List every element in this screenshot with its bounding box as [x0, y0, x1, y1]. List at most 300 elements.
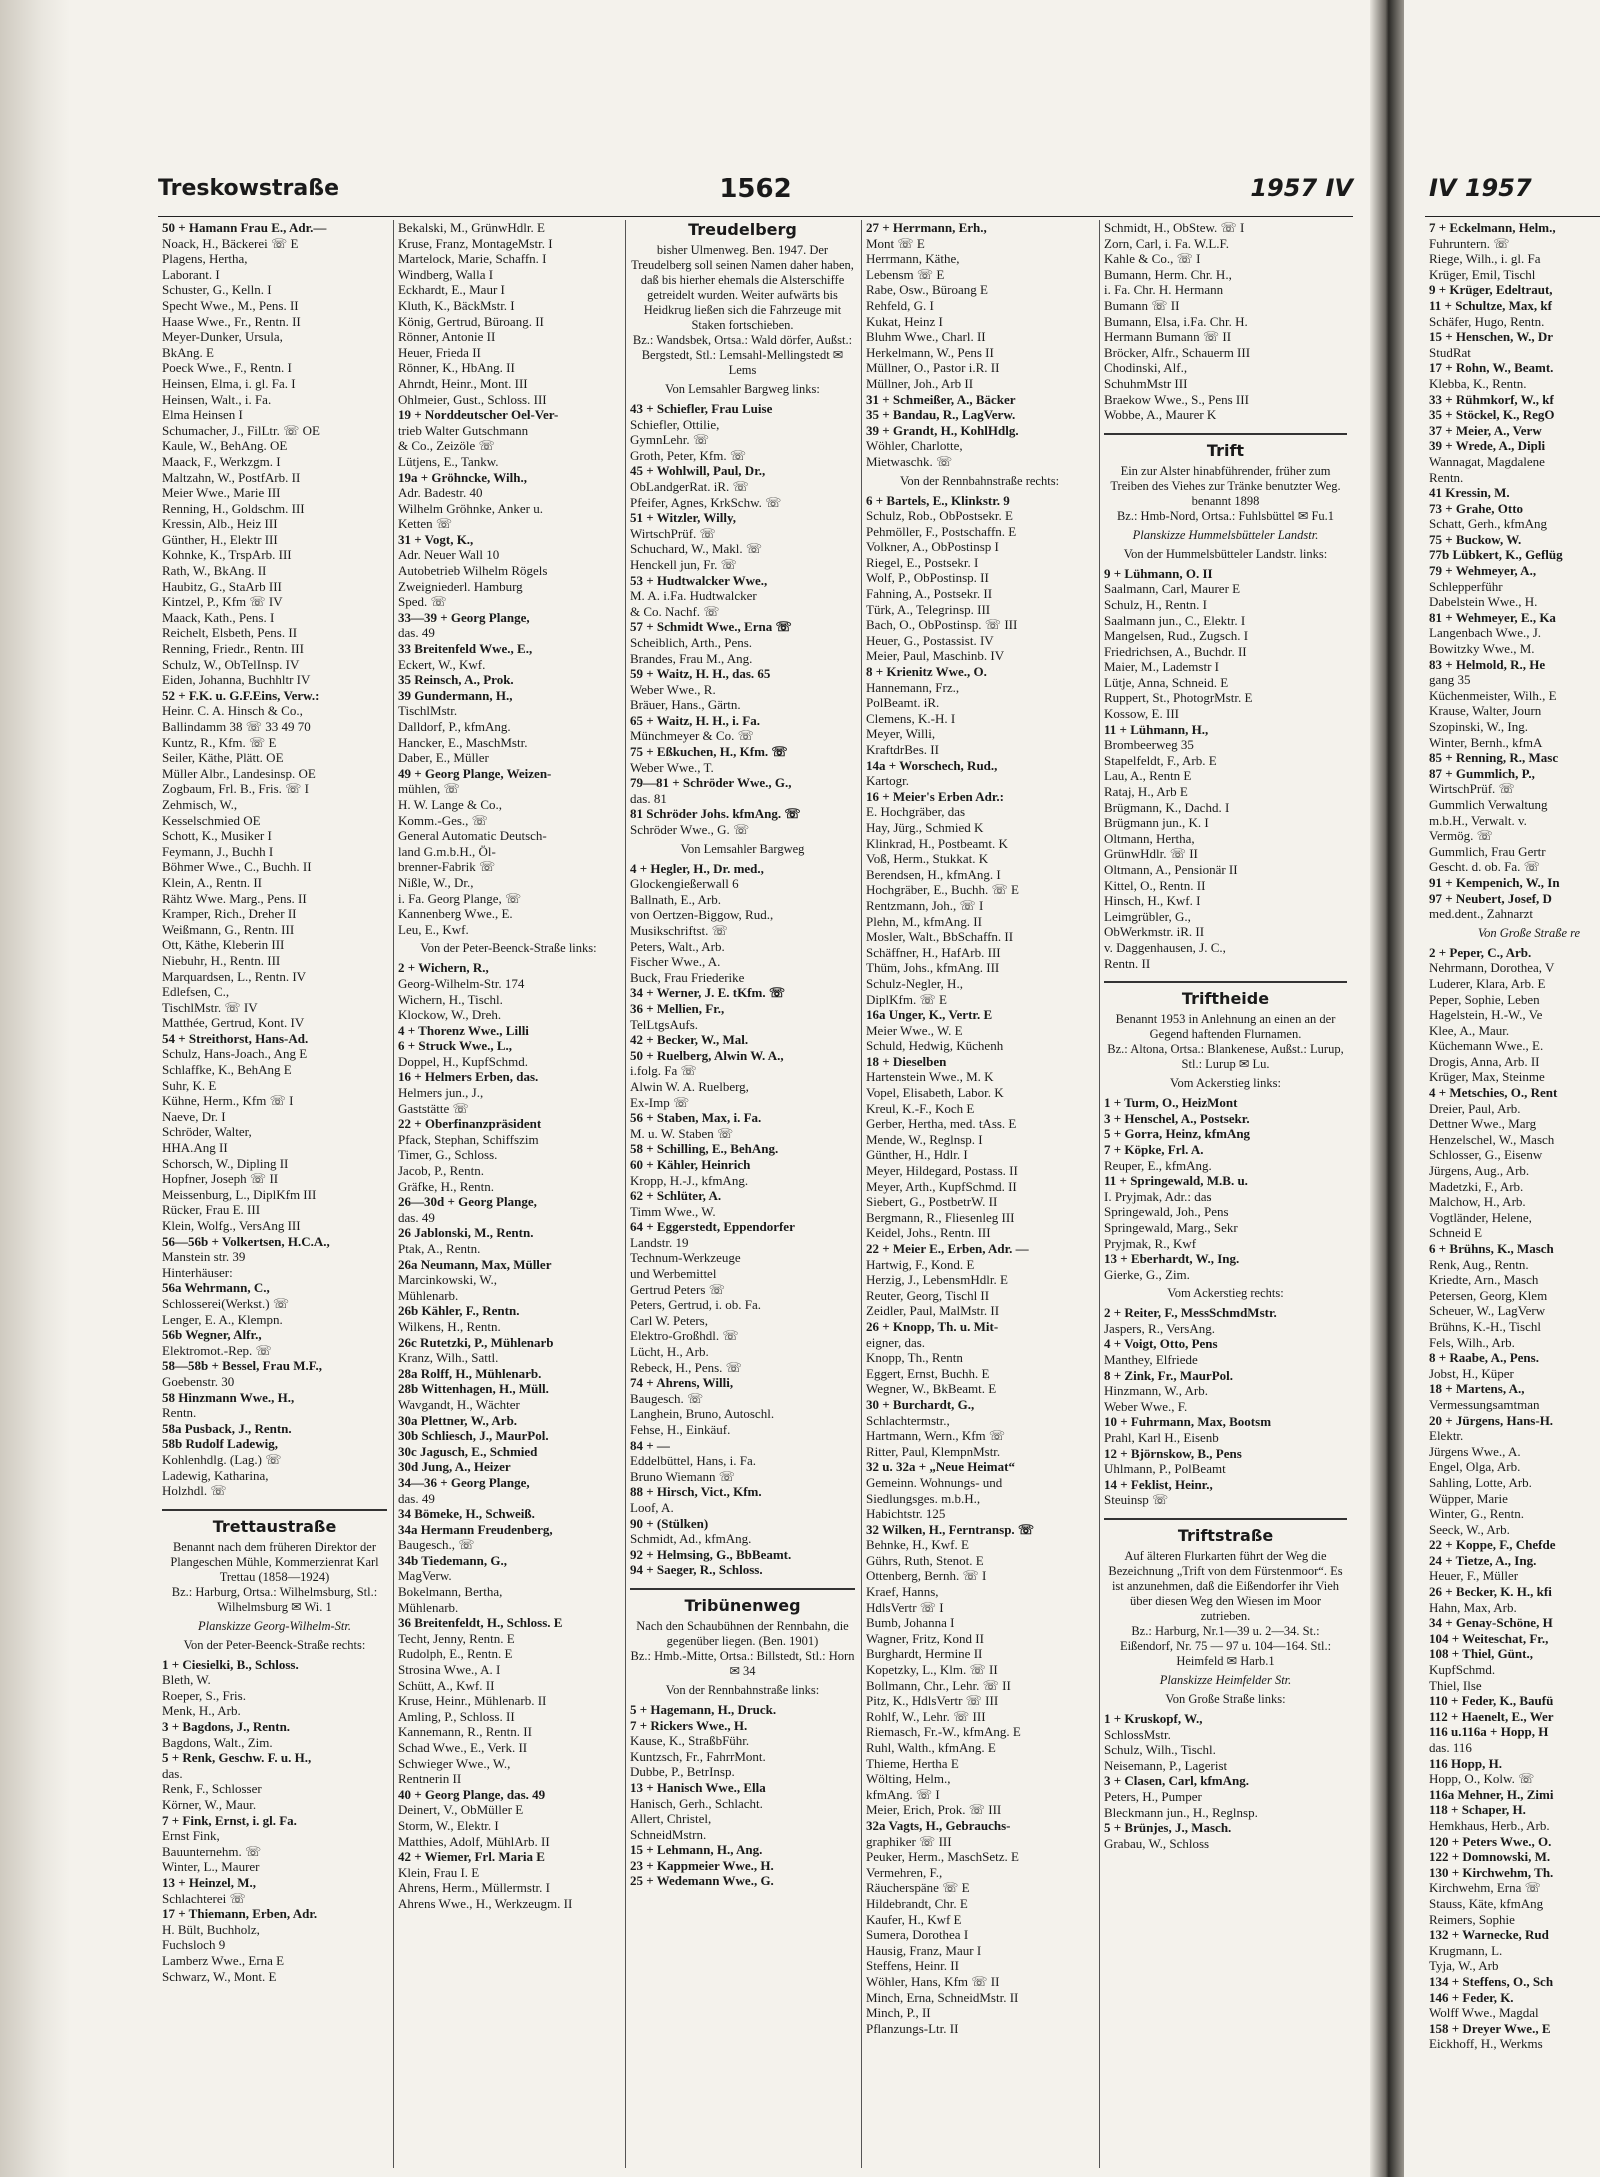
street-note: Benannt nach dem früheren Direktor der Plangeschen Mühle, Kommerzienrat Karl Trettau (1858—1924)	[170, 1539, 379, 1584]
entry-line: 75 + Buckow, W.	[1429, 531, 1522, 547]
entry-line: Heinsen, Walt., i. Fa.	[162, 391, 272, 407]
entry-line: Sumera, Dorothea I	[866, 1927, 969, 1943]
entry-line: 45 + Wohlwill, Paul, Dr.,	[630, 463, 766, 479]
entry-line: 11 + Lühmann, H.,	[1104, 721, 1209, 737]
entry-line: 26 + Becker, K. H., kfi	[1429, 1584, 1552, 1600]
entry-line: Mosler, Walt., BbSchaffn. II	[866, 929, 1014, 945]
entry-line: Krugmann, L.	[1429, 1942, 1503, 1958]
entry-line: Langhein, Bruno, Autoschl.	[630, 1406, 775, 1422]
entry-line: Müller Albr., Landesinsp. OE	[162, 765, 316, 781]
entry-line: 53 + Hudtwalcker Wwe.,	[630, 572, 768, 588]
entry-line: Wannagat, Magdalene	[1429, 453, 1545, 469]
entry-line: Wegner, W., BkBeamt. E	[866, 1381, 997, 1397]
entry-line: 17 + Thiemann, Erben, Adr.	[162, 1906, 318, 1922]
entry-line: Kirchwehm, Erna ☏	[1429, 1880, 1541, 1896]
entry-line: 8 + Zink, Fr., MaurPol.	[1104, 1367, 1233, 1383]
entry-line: Meyer, Willi,	[866, 726, 936, 742]
direction-label: Von Große Straße re	[1477, 925, 1581, 940]
entry-line: Rebeck, H., Pens. ☏	[630, 1359, 742, 1375]
entry-line: Hochgräber, E., Buchh. ☏ E	[866, 882, 1019, 898]
entry-line: Türk, A., Telegrinsp. III	[866, 601, 991, 617]
entry-line: Kriedte, Arn., Masch	[1429, 1272, 1539, 1288]
entry-line: Burghardt, Hermine II	[866, 1646, 983, 1662]
entry-line: Nehrmann, Dorothea, V	[1429, 960, 1555, 976]
entry-line: Winter, L., Maurer	[162, 1859, 260, 1875]
entry-line: Rudolph, E., Rentn. E	[398, 1646, 513, 1662]
entry-line: med.dent., Zahnarzt	[1429, 906, 1533, 922]
entry-line: Lücht, H., Arb.	[630, 1344, 709, 1360]
entry-line: Rohlf, W., Lehr. ☏ III	[866, 1708, 986, 1724]
entry-line: Ottenberg, Bernh. ☏ I	[866, 1568, 987, 1584]
entry-line: Meyer, Hildegard, Postass. II	[866, 1163, 1018, 1179]
entry-line: Ballnath, E., Arb.	[630, 891, 721, 907]
entry-line: 134 + Steffens, O., Sch	[1429, 1973, 1554, 1989]
entry-line: Bekalski, M., GrünwHdlr. E	[398, 220, 545, 235]
entry-line: KraftdrBes. II	[866, 742, 939, 757]
entry-line: 26 Jablonski, M., Rentn.	[398, 1225, 534, 1241]
entry-line: Lau, A., Rentn E	[1104, 768, 1192, 784]
entry-line: Schott, K., Musiker I	[162, 828, 272, 844]
entry-line: Renning, H., Goldschm. III	[162, 500, 305, 516]
columns	[158, 220, 1353, 2168]
entry-line: Wilhelm Gröhnke, Anker u.	[398, 500, 543, 516]
entry-line: mühlen, ☏	[398, 781, 460, 797]
entry-line: Berendsen, H., kfmAng. I	[866, 866, 1001, 882]
running-head-year: 1957 IV	[1250, 174, 1353, 202]
entry-line: 56 + Staben, Max, i. Fa.	[630, 1110, 762, 1126]
entry-line: 87 + Gummlich, P.,	[1429, 765, 1535, 781]
entry-line: Lenger, E. A., Klempn.	[162, 1311, 283, 1327]
entry-line: Meyer, Arth., KupfSchmd. II	[866, 1178, 1017, 1194]
next-page-header	[1425, 168, 1600, 217]
entry-line: kfmAng. ☏ I	[866, 1786, 940, 1802]
entry-line: TischlMstr.	[398, 703, 458, 719]
entry-line: Kintzel, P., Kfm ☏ IV	[162, 594, 283, 610]
entry-line: Heinsen, Elma, i. gl. Fa. I	[162, 375, 296, 391]
entry-line: Müllner, Joh., Arb II	[866, 375, 974, 391]
entry-line: Madetzki, F., Arb.	[1429, 1178, 1524, 1194]
entry-line: Peters, Walt., Arb.	[630, 938, 725, 954]
entry-line: Kraef, Hanns,	[866, 1584, 939, 1600]
entry-line: 23 + Kappmeier Wwe., H.	[630, 1857, 774, 1873]
entry-line: Peuker, Herm., MaschSetz. E	[866, 1849, 1019, 1865]
entry-line: Schulz, Wilh., Tischl.	[1104, 1742, 1216, 1758]
entry-line: Schuster, G., Kelln. I	[162, 282, 272, 298]
entry-line: Ballindamm 38 ☏ 33 49 70	[162, 719, 311, 734]
entry-line: 60 + Kähler, Heinrich	[630, 1156, 751, 1172]
direction-label: Von der Peter-Beenck-Straße rechts:	[183, 1637, 366, 1652]
entry-line: 116a Mehner, H., Zimi	[1429, 1786, 1554, 1802]
scan-margin	[0, 0, 70, 2177]
directory-column	[626, 220, 862, 2168]
entry-line: 120 + Peters Wwe., O.	[1429, 1833, 1552, 1849]
entry-line: Neisemann, P., Lagerist	[1104, 1757, 1228, 1773]
entry-line: 41 Kressin, M.	[1429, 485, 1510, 501]
entry-line: Rentn.	[162, 1405, 197, 1421]
entry-line: Ketten ☏	[398, 516, 453, 532]
entry-line: Rentzmann, Joh., ☏ I	[866, 897, 984, 913]
entry-line: H. W. Lange & Co.,	[398, 796, 502, 812]
entry-line: H. Bült, Buchholz,	[162, 1921, 260, 1937]
entry-line: 79 + Wehmeyer, A.,	[1429, 563, 1537, 579]
entry-line: Edlefsen, C.,	[162, 984, 230, 1000]
entry-line: das.	[162, 1765, 183, 1781]
entry-line: Hartmann, Wern., Kfm ☏	[866, 1428, 1006, 1444]
entry-line: Malchow, H., Arb.	[1429, 1194, 1526, 1210]
entry-line: 5 + Renk, Geschw. F. u. H.,	[162, 1750, 312, 1766]
entry-line: Reuper, E., kfmAng.	[1104, 1157, 1212, 1173]
page-number: 1562	[719, 174, 792, 204]
next-page-strip	[1425, 168, 1600, 2168]
entry-line: brenner-Fabrik ☏	[398, 859, 496, 875]
entry-line: Maier, M., Lademstr I	[1104, 659, 1220, 675]
entry-line: Haase Wwe., Fr., Rentn. II	[162, 313, 301, 329]
entry-line: 7 + Rickers Wwe., H.	[630, 1717, 748, 1733]
entry-line: Kahle & Co., ☏ I	[1104, 251, 1201, 267]
entry-line: Günther, H., Hdlr. I	[866, 1147, 968, 1163]
street-note: Nach den Schaubühnen der Rennbahn, die gegenüber liegen. (Ben. 1901)	[636, 1618, 849, 1648]
entry-line: Weißmann, G., Rentn. III	[162, 921, 295, 937]
entry-line: General Automatic Deutsch-	[398, 828, 547, 844]
entry-line: 73 + Grahe, Otto	[1429, 500, 1524, 516]
entry-line: Schwieger Wwe., W.,	[398, 1755, 511, 1771]
entry-line: Gescht. d. ob. Fa. ☏	[1429, 859, 1540, 875]
entry-line: Suhr, K. E	[162, 1077, 217, 1093]
entry-line: 83 + Helmold, R., He	[1429, 656, 1546, 672]
entry-line: 34b Tiedemann, G.,	[398, 1552, 507, 1568]
entry-line: Pfeifer, Agnes, KrkSchw. ☏	[630, 494, 782, 510]
entry-line: Schorsch, W., Dipling II	[162, 1155, 289, 1171]
entry-line: Eickhoff, H., Werkms	[1429, 2036, 1543, 2052]
entry-line: Schulz, W., ObTelInsp. IV	[162, 656, 300, 672]
entry-line: Schwarz, W., Mont. E	[162, 1968, 277, 1984]
entry-line: 108 + Thiel, Günt.,	[1429, 1646, 1533, 1662]
entry-line: Allert, Christel,	[630, 1811, 712, 1827]
entry-line: Riemasch, Fr.-W., kfmAng. E	[866, 1724, 1021, 1740]
entry-line: Pitz, K., HdlsVertr ☏ III	[866, 1693, 999, 1709]
entry-line: das. 49	[398, 1209, 435, 1225]
entry-line: Zeidler, Paul, MalMstr. II	[866, 1303, 1000, 1319]
entry-line: Münchmeyer & Co. ☏	[630, 728, 754, 744]
entry-line: 56—56b + Volkertsen, H.C.A.,	[162, 1233, 330, 1249]
entry-line: Ahrens, Herm., Müllermstr. I	[398, 1880, 551, 1896]
entry-line: 11 + Springewald, M.B. u.	[1104, 1173, 1248, 1189]
entry-line: 85 + Renning, R., Masc	[1429, 750, 1559, 766]
entry-line: 10 + Fuhrmann, Max, Bootsm	[1104, 1414, 1272, 1430]
entry-line: Doppel, H., KupfSchmd.	[398, 1053, 528, 1069]
entry-line: Schäfer, Hugo, Rentn.	[1429, 313, 1545, 329]
entry-line: 27 + Herrmann, Erh.,	[866, 220, 987, 235]
entry-line: Habichtstr. 125	[866, 1506, 946, 1522]
entry-line: 34—36 + Georg Plange,	[398, 1474, 530, 1490]
entry-line: Schulz, Hans-Joach., Ang E	[162, 1046, 308, 1062]
entry-line: Wobbe, A., Maurer K	[1104, 407, 1217, 423]
entry-line: Baugesch., ☏	[398, 1537, 475, 1553]
entry-line: Krause, Walter, Journ	[1429, 703, 1542, 719]
entry-line: Saalmann, Carl, Maurer E	[1104, 581, 1241, 597]
street-note: bisher Ulmenweg. Ben. 1947. Der Treudelberg soll seinen Namen daher haben, daß bis hierher ehemals die Alsterschiffe getreidelt wurden. Weiter aufwärts bis Heidkrug ließen sich die Fahrzeuge mit Staken fortschieben.	[631, 243, 854, 332]
entry-line: 14 + Feklist, Heinr.,	[1104, 1476, 1213, 1492]
entry-line: StudRat	[1429, 344, 1471, 360]
entry-line: 18 + Dieselben	[866, 1053, 947, 1069]
entry-line: HdlsVertr ☏ I	[866, 1599, 944, 1615]
entry-line: Timer, G., Schloss.	[398, 1147, 498, 1163]
entry-line: Bagdons, Walt., Zim.	[162, 1734, 273, 1750]
entry-line: 17 + Rohn, W., Beamt.	[1429, 360, 1554, 376]
entry-line: Strosina Wwe., A. I	[398, 1662, 501, 1678]
next-running-head: IV 1957	[1429, 174, 1532, 202]
entry-line: 56a Wehrmann, C.,	[162, 1280, 270, 1296]
entry-line: von Oertzen-Biggow, Rud.,	[630, 907, 774, 923]
entry-line: 58b Rudolf Ladewig,	[162, 1436, 278, 1452]
directory-column	[862, 220, 1100, 2168]
entry-line: 65 + Waitz, H. H., i. Fa.	[630, 712, 760, 728]
entry-line: Naeve, Dr. I	[162, 1108, 226, 1124]
entry-line: Wilkens, H., Rentn.	[398, 1318, 501, 1334]
entry-line: Brügmann, K., Dachd. I	[1104, 799, 1230, 815]
entry-line: Kause, K., StraßbFühr.	[630, 1733, 750, 1749]
entry-line: Bokelmann, Bertha,	[398, 1584, 503, 1600]
entry-line: Hausig, Franz, Maur I	[866, 1942, 982, 1958]
entry-line: Plagens, Hertha,	[162, 251, 248, 267]
entry-line: Glockengießerwall 6	[630, 876, 739, 892]
entry-line: Seiler, Käthe, Plätt. OE	[162, 750, 284, 766]
entry-line: Plehn, M., kfmAng. II	[866, 913, 982, 929]
entry-line: Winter, G., Rentn.	[1429, 1506, 1524, 1522]
entry-line: Meyer-Dunker, Ursula,	[162, 329, 283, 345]
entry-line: Landstr. 19	[630, 1234, 689, 1250]
entry-line: Ernst Fink,	[162, 1828, 220, 1844]
entry-line: GrünwHdlr. ☏ II	[1104, 846, 1198, 862]
entry-line: Technum-Werkzeuge	[630, 1250, 741, 1266]
entry-line: Ritter, Paul, KlempnMstr.	[866, 1443, 1001, 1459]
entry-line: Thiel, Ilse	[1429, 1677, 1482, 1693]
entry-line: Martelock, Marie, Schaffn. I	[398, 251, 547, 267]
entry-line: Volkner, A., ObPostinsp I	[866, 539, 999, 555]
entry-line: 30b Schliesch, J., MaurPol.	[398, 1428, 549, 1444]
entry-line: 26c Rutetzki, P., Mühlenarb	[398, 1334, 554, 1350]
entry-line: 74 + Ahrens, Willi,	[630, 1375, 734, 1391]
entry-line: 15 + Henschen, W., Dr	[1429, 329, 1554, 345]
entry-line: Thüm, Johs., kfmAng. III	[866, 960, 1000, 976]
entry-line: Pflanzungs-Ltr. II	[866, 2020, 959, 2036]
entry-line: 39 Gundermann, H.,	[398, 687, 513, 703]
entry-line: Hopp, O., Kolw. ☏	[1429, 1771, 1535, 1787]
entry-line: Vermehren, F.,	[866, 1864, 943, 1880]
entry-line: 77b Lübkert, K., Geflüg	[1429, 547, 1563, 563]
entry-line: SchneidMstrn.	[630, 1826, 707, 1842]
entry-line: Ladewig, Katharina,	[162, 1467, 269, 1483]
entry-line: 5 + Brünjes, J., Masch.	[1104, 1820, 1232, 1836]
entry-line: Meier Wwe., W. E	[866, 1022, 963, 1038]
entry-line: 11 + Schultze, Max, kf	[1429, 297, 1552, 313]
entry-line: 22 + Koppe, F., Chefde	[1429, 1537, 1556, 1553]
entry-line: Schulz, Rob., ObPostsekr. E	[866, 508, 1013, 524]
entry-line: 2 + Reiter, F., MessSchmdMstr.	[1104, 1305, 1277, 1321]
entry-line: Noack, H., Bäckerei ☏ E	[162, 235, 299, 251]
entry-line: Mühlenarb.	[398, 1599, 459, 1615]
entry-line: Schulz, H., Rentn. I	[1104, 596, 1207, 612]
entry-line: Gerber, Hertha, med. tAss. E	[866, 1116, 1017, 1132]
entry-line: Jaspers, R., VersAng.	[1104, 1320, 1215, 1336]
entry-line: M. u. W. Staben ☏	[630, 1125, 734, 1141]
entry-line: Gührs, Ruth, Stenot. E	[866, 1552, 984, 1568]
entry-line: 32 Wilken, H., Ferntransp. ☏	[866, 1521, 1035, 1537]
entry-line: Riegel, E., Postsekr. I	[866, 554, 979, 570]
entry-line: Windberg, Walla I	[398, 266, 494, 282]
entry-line: DiplKfm. ☏ E	[866, 991, 947, 1007]
planskizze-ref: Planskizze Georg-Wilhelm-Str.	[198, 1618, 351, 1633]
entry-line: Gummlich, Frau Gertr	[1429, 843, 1546, 859]
entry-line: Fuhruntern. ☏	[1429, 235, 1510, 251]
entry-line: 4 + Thorenz Wwe., Lilli	[398, 1022, 529, 1038]
entry-line: HHA.Ang II	[162, 1140, 228, 1156]
entry-line: 35 Reinsch, A., Prok.	[398, 672, 514, 688]
entry-line: Bumann, Herm. Chr. H.,	[1104, 266, 1232, 282]
direction-label: Von Lemsahler Bargweg	[680, 841, 805, 856]
entry-line: Böhmer Wwe., C., Buchh. II	[162, 859, 312, 875]
entry-line: Helmers jun., J.,	[398, 1085, 484, 1101]
entry-line: Vopel, Elisabeth, Labor. K	[866, 1085, 1004, 1101]
entry-line: Seeck, W., Arb.	[1429, 1521, 1510, 1537]
street-note: Ein zur Alster hinabführender, früher zum Treiben des Viehes zur Tränke benutzter Weg. benannt 1898	[1110, 463, 1341, 508]
entry-line: Weber Wwe., R.	[630, 681, 716, 697]
entry-line: Eckhardt, E., Maur I	[398, 282, 505, 298]
entry-line: Knopp, Th., Rentn	[866, 1350, 963, 1366]
street-heading: Triftstraße	[1104, 1518, 1347, 1545]
entry-line: 26b Kähler, F., Rentn.	[398, 1303, 520, 1319]
entry-line: 75 + Eßkuchen, H., Kfm. ☏	[630, 744, 788, 760]
entry-line: Poeck Wwe., F., Rentn. I	[162, 360, 292, 376]
entry-line: ObWerkmstr. iR. II	[1104, 924, 1205, 940]
street-admin-info: Bz.: Hmb.-Mitte, Ortsa.: Billstedt, Stl.: Horn ✉ 34	[630, 1648, 855, 1678]
entry-line: 97 + Neubert, Josef, D	[1429, 890, 1552, 906]
entry-line: Bumann, Elsa, i.Fa. Chr. H.	[1104, 313, 1248, 329]
entry-line: Kukat, Heinz I	[866, 313, 943, 329]
entry-line: Jürgens Wwe., A.	[1429, 1443, 1521, 1459]
entry-line: Georg-Wilhelm-Str. 174	[398, 975, 525, 991]
entry-line: Körner, W., Maur.	[162, 1797, 257, 1813]
entry-line: Zweigniederl. Hamburg	[398, 578, 523, 594]
entry-line: 35 + Stöckel, K., RegO	[1429, 407, 1555, 423]
entry-line: 52 + F.K. u. G.F.Eins, Verw.:	[162, 687, 320, 703]
entry-line: Klee, A., Maur.	[1429, 1022, 1510, 1038]
entry-line: Niebuhr, H., Rentn. III	[162, 952, 281, 968]
entry-line: 50 + Hamann Frau E., Adr.—	[162, 220, 327, 235]
entry-line: Jobst, H., Küper	[1429, 1365, 1514, 1381]
entry-line: Dalldorf, P., kfmAng.	[398, 719, 511, 734]
direction-label: Von Lemsahler Bargweg links:	[665, 382, 820, 396]
entry-line: 33—39 + Georg Plange,	[398, 609, 530, 625]
street-note: Auf älteren Flurkarten führt der Weg die Bezeichnung „Trift von dem Fürstenmoor“. Es ist anzunehmen, daß die Eißendorfer ihr Vieh über diesen Weg den Wiesen im Moor zutrieben.	[1108, 1549, 1343, 1623]
entry-line: Keidel, Johs., Rentn. III	[866, 1225, 991, 1241]
entry-line: 58 Hinzmann Wwe., H.,	[162, 1389, 295, 1405]
entry-line: Grabau, W., Schloss	[1104, 1835, 1210, 1851]
entry-line: Autobetrieb Wilhelm Rögels	[398, 563, 548, 579]
entry-line: 34 + Genay-Schöne, H	[1429, 1615, 1553, 1631]
next-page-column	[1429, 220, 1600, 2052]
entry-line: Kossow, E. III	[1104, 706, 1179, 722]
entry-line: Thieme, Hertha E	[866, 1755, 959, 1771]
entry-line: 92 + Helmsing, G., BbBeamt.	[630, 1546, 792, 1562]
entry-line: 56b Wegner, Alfr.,	[162, 1327, 262, 1343]
directory-column	[394, 220, 626, 2168]
entry-line: Meier, Paul, Maschinb. IV	[866, 648, 1005, 664]
entry-line: Kluth, K., BäckMstr. I	[398, 297, 515, 313]
entry-line: Fehse, H., Einkäuf.	[630, 1422, 731, 1437]
entry-line: Bauunternehm. ☏	[162, 1843, 262, 1859]
street-admin-info: Bz.: Harburg, Nr.1—39 u. 2—34. St.: Eißendorf, Nr. 75 — 97 u. 104—164. Stl.: Heimfeld ✉ Harb.1	[1119, 1624, 1332, 1668]
entry-line: Feymann, J., Buchh I	[162, 843, 274, 859]
direction-label: Vom Ackerstieg rechts:	[1167, 1286, 1284, 1301]
entry-line: Hinterhäuser:	[162, 1264, 233, 1280]
entry-line: Vogtländer, Helene,	[1429, 1209, 1532, 1225]
entry-line: 4 + Hegler, H., Dr. med.,	[630, 860, 764, 876]
street-heading: Triftheide	[1104, 981, 1347, 1008]
entry-line: Rath, W., BkAng. II	[162, 563, 267, 579]
entry-line: Springewald, Joh., Pens	[1104, 1204, 1229, 1220]
entry-line: 122 + Domnowski, M.	[1429, 1849, 1551, 1865]
entry-line: Brandes, Frau M., Ang.	[630, 650, 753, 666]
entry-line: 34 + Werner, J. E. tKfm. ☏	[630, 985, 786, 1001]
entry-line: Herrmann, Käthe,	[866, 251, 960, 267]
entry-line: Ptak, A., Rentn.	[398, 1241, 481, 1256]
entry-line: 158 + Dreyer Wwe., E	[1429, 2020, 1551, 2036]
entry-line: Kuntzsch, Fr., FahrrMont.	[630, 1748, 766, 1764]
entry-line: 146 + Feder, K.	[1429, 1989, 1514, 2005]
entry-line: Schröder Wwe., G. ☏	[630, 822, 750, 838]
entry-line: Fuchsloch 9	[162, 1937, 226, 1953]
entry-line: Carl W. Peters,	[630, 1312, 708, 1328]
entry-line: Ahrndt, Heinr., Mont. III	[398, 375, 528, 391]
entry-line: Fahning, A., Postsekr. II	[866, 586, 993, 602]
entry-line: Scheuer, W., LagVerw	[1429, 1303, 1546, 1319]
entry-line: 59 + Waitz, H. H., das. 65	[630, 666, 771, 682]
entry-line: Kruse, Heinr., Mühlenarb. II	[398, 1693, 547, 1709]
entry-line: Drogis, Anna, Arb. II	[1429, 1053, 1540, 1069]
entry-line: Hartwig, F., Kond. E	[866, 1256, 975, 1272]
entry-line: Eiden, Johanna, Buchhltr IV	[162, 672, 311, 688]
entry-line: Herzig, J., LebensmHdlr. E	[866, 1272, 1008, 1288]
entry-line: 13 + Eberhardt, W., Ing.	[1104, 1251, 1240, 1267]
entry-line: 35 + Bandau, R., LagVerw.	[866, 407, 1016, 423]
entry-line: 39 + Wrede, A., Dipli	[1429, 438, 1546, 454]
entry-line: trieb Walter Gutschmann	[398, 422, 529, 438]
entry-line: Schlachtermstr.,	[866, 1412, 950, 1428]
entry-line: 81 Schröder Johs. kfmAng. ☏	[630, 806, 801, 822]
entry-line: Daber, E., Müller	[398, 750, 489, 766]
entry-line: Roeper, S., Fris.	[162, 1687, 246, 1703]
entry-line: Matthies, Adolf, MühlArb. II	[398, 1833, 550, 1849]
entry-line: Maltzahn, W., PostfArb. II	[162, 469, 301, 485]
entry-line: Kühne, Herm., Kfm ☏ I	[162, 1093, 294, 1109]
entry-line: Weber Wwe., F.	[1104, 1398, 1188, 1414]
entry-line: Weber Wwe., T.	[630, 759, 714, 775]
entry-line: Räucherspäne ☏ E	[866, 1880, 970, 1896]
entry-line: Behnke, H., Kwf. E	[866, 1537, 969, 1553]
entry-line: Rataj, H., Arb E	[1104, 784, 1188, 800]
entry-line: 58a Pusback, J., Rentn.	[162, 1420, 292, 1436]
entry-line: Oltmann, Hertha,	[1104, 830, 1195, 846]
entry-line: Schneid E	[1429, 1225, 1483, 1241]
entry-line: Minch, P., II	[866, 2005, 931, 2021]
entry-line: Kuntz, R., Kfm. ☏ E	[162, 734, 277, 750]
entry-line: Clemens, K.-H. I	[866, 710, 956, 726]
entry-line: 9 + Krüger, Edeltraut,	[1429, 282, 1553, 298]
entry-line: Steffens, Heinr. II	[866, 1958, 959, 1974]
direction-label: Vom Ackerstieg links:	[1170, 1076, 1281, 1091]
entry-line: Scheiblich, Arth., Pens.	[630, 634, 753, 650]
